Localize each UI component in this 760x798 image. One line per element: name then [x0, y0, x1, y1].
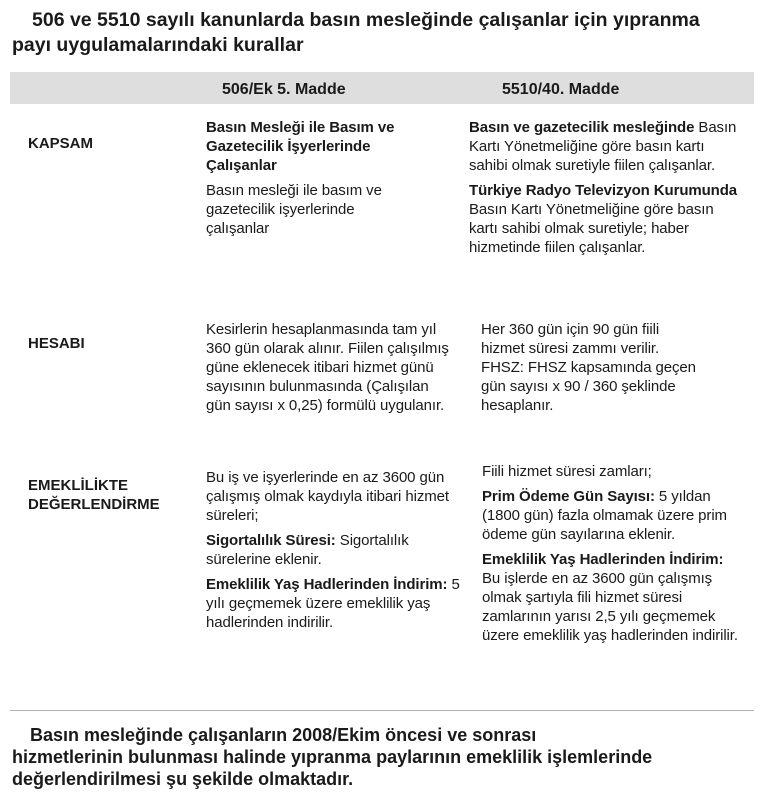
- row-label-emeklilik: [28, 476, 160, 514]
- emeklilik-506-p3-text: 5 yılı geçmemek üzere emeklilik yaş hadlerinden indirilir.: [206, 576, 460, 631]
- kapsam-5510-paragraph-2: [469, 181, 741, 257]
- emeklilik-506-p3-bold: Emeklilik Yaş Hadlerinden İndirim:: [206, 576, 448, 593]
- emeklilik-5510-p2-bold: Prim Ödeme Gün Sayısı:: [482, 488, 655, 505]
- cell-emeklilik-506: [206, 468, 464, 638]
- kapsam-5510-paragraph-1: [469, 118, 741, 175]
- column-header-5510: 5510/40. Madde: [502, 81, 620, 98]
- row-label-kapsam: KAPSAM: [28, 135, 94, 152]
- kapsam-5510-p2-text: Basın Kartı Yönetmeliğine göre basın kartı sahibi olmak suretiyle; haber hizmetinde fiilen çalışanlar.: [469, 201, 714, 256]
- emeklilik-5510-paragraph-2: [482, 487, 742, 544]
- kapsam-5510-p1-bold: Basın ve gazetecilik mesleğinde: [469, 119, 695, 136]
- emeklilik-5510-p3-text: Bu işlerde en az 3600 gün çalışmış olmak şartıyla fili hizmet süresi zamlarının yarısı 2,5 yılı geçmemek üzere emeklilik yaş hadlerinden indirilir.: [482, 570, 738, 644]
- emeklilik-506-paragraph-3: [206, 575, 464, 632]
- row-label-hesabi: HESABI: [28, 335, 85, 352]
- footer-paragraph: [12, 724, 756, 790]
- footer-line-2: hizmetlerinin bulunması halinde yıpranma paylarının emeklilik işlemlerinde: [12, 747, 653, 767]
- cell-kapsam-506: [206, 118, 431, 244]
- footer-line-3: değerlendirilmesi şu şekilde olmaktadır.: [12, 769, 354, 789]
- title-line-2: payı uygulamalarındaki kurallar: [12, 34, 304, 56]
- hesabi-506-text: Kesirlerin hesaplanmasında tam yıl 360 gün olarak alınır. Fiilen çalışılmış güne eklenecek itibari hizmet günü sayısının bulunmasında (Çalışılan gün sayısı x 0,25) formülü uygulanır.: [206, 321, 449, 414]
- emeklilik-5510-paragraph-3: [482, 550, 742, 645]
- page-title: [12, 8, 752, 58]
- emeklilik-5510-p3-bold: Emeklilik Yaş Hadlerinden İndirim:: [482, 551, 724, 568]
- emeklilik-5510-p2-text: 5 yıldan (1800 gün) fazla olmamak üzere prim ödeme gün sayılarına eklenir.: [482, 488, 727, 543]
- emeklilik-506-intro: Bu iş ve işyerlerinde en az 3600 gün çalışmış olmak kaydıyla itibari hizmet süreleri;: [206, 469, 449, 524]
- cell-kapsam-5510: [469, 118, 741, 263]
- kapsam-506-heading: Basın Mesleği ile Basım ve Gazetecilik İşyerlerinde Çalışanlar: [206, 119, 395, 174]
- cell-hesabi-506: [206, 320, 456, 421]
- emeklilik-5510-intro: Fiili hizmet süresi zamları;: [482, 463, 652, 480]
- footer-line-1: Basın mesleğinde çalışanların 2008/Ekim öncesi ve sonrası: [30, 725, 537, 745]
- cell-hesabi-5510: [481, 320, 696, 421]
- table-header-band: [10, 72, 754, 104]
- emeklilik-506-p2-text: Sigortalılık sürelerine eklenir.: [206, 532, 409, 568]
- cell-emeklilik-5510: [482, 462, 742, 651]
- column-header-506: 506/Ek 5. Madde: [222, 81, 346, 98]
- hesabi-5510-text: Her 360 gün için 90 gün fiili hizmet süresi zammı verilir. FHSZ: FHSZ kapsamında geçen gün sayısı x 90 / 360 şeklinde hesaplanır.: [481, 321, 696, 414]
- kapsam-506-text: Basın mesleği ile basım ve gazetecilik işyerlerinde çalışanlar: [206, 182, 382, 237]
- table-bottom-rule: [10, 710, 754, 711]
- row-label-emeklilik-line-2: DEĞERLENDİRME: [28, 496, 160, 513]
- emeklilik-506-p2-bold: Sigortalılık Süresi:: [206, 532, 336, 549]
- kapsam-5510-p2-bold: Türkiye Radyo Televizyon Kurumunda: [469, 182, 738, 199]
- kapsam-5510-p1-text: Basın Kartı Yönetmeliğine göre basın kartı sahibi olmak suretiyle fiilen çalışanlar.: [469, 119, 737, 174]
- emeklilik-506-paragraph-2: [206, 531, 464, 569]
- title-line-1: 506 ve 5510 sayılı kanunlarda basın mesleğinde çalışanlar için yıpranma: [32, 9, 700, 31]
- row-label-emeklilik-line-1: EMEKLİLİKTE: [28, 477, 128, 494]
